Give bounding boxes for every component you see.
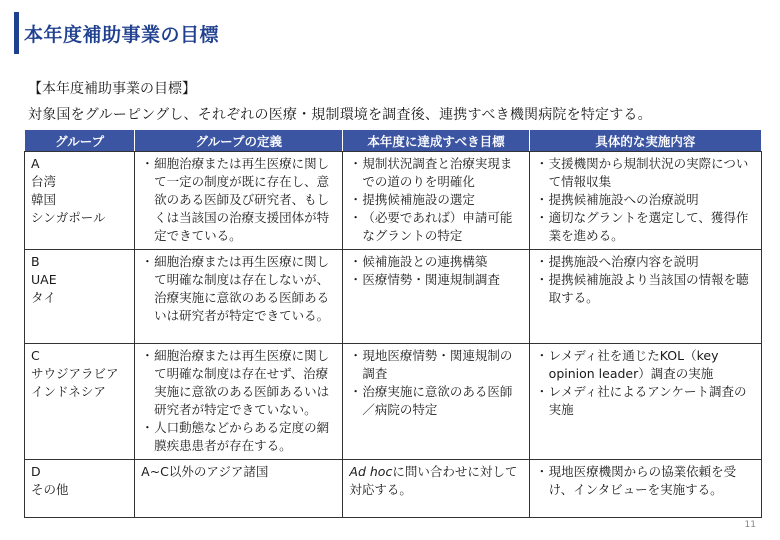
table-header-row [25,130,762,152]
group-cell [25,152,135,250]
action-item: ・ 適切なグラントを選定して、獲得作業を進める。 [536,209,755,245]
definition-text: A~C以外のアジア諸国 [141,464,269,479]
group-letter: D [31,464,41,479]
goal-cell [343,152,529,250]
definition-cell [135,152,343,250]
goal-item: ・ 提携候補施設の選定 [349,191,522,209]
definition-cell [135,344,343,460]
group-country: タイ [31,290,56,305]
actions-cell [529,344,761,460]
header-group: グループ [25,130,135,152]
group-country: インドネシア [31,384,106,399]
actions-cell [529,460,761,518]
group-cell [25,344,135,460]
actions-cell [529,250,761,344]
table-row [25,344,762,460]
goal-item: ・ 現地医療情勢・関連規制の調査 [349,347,522,383]
goals-table [24,129,762,518]
section-description: 対象国をグルーピングし、それぞれの医療・規制環境を調査後、連携すべき機関病院を特定する。 [28,107,652,123]
definition-cell [135,460,343,518]
group-country: 韓国 [31,192,57,207]
group-country: シンガポール [31,210,106,225]
goal-cell [343,250,529,344]
goal-item: ・ 規制状況調査と治療実現までの道のりを明確化 [349,155,522,191]
title-accent-bar [14,12,19,54]
table-row [25,460,762,518]
action-item: ・ 提携候補施設への治療説明 [536,191,755,209]
goal-cell [343,460,529,518]
goal-cell [343,344,529,460]
action-item: ・ 支援機関から規制状況の実際について情報収集 [536,155,755,191]
definition-item: ・ 細胞治療または再生医療に関して明確な制度は存在せず、治療実施に意欲のある医師あるいは研究者が特定できていない。 [141,347,336,419]
header-goal: 本年度に達成すべき目標 [343,130,529,152]
section-subtitle: 【本年度補助事業の目標】 [28,81,196,97]
goal-italic-term: Ad hoc [349,464,393,479]
definition-cell [135,250,343,344]
header-definition: グループの定義 [135,130,343,152]
definition-item: ・ 細胞治療または再生医療に関して一定の制度が既に存在し、意欲のある医師及び研究者、もしくは当該国の治療支援団体が特定できている。 [141,155,336,245]
group-letter: C [31,348,40,363]
action-item: ・ レメディ社によるアンケート調査の実施 [536,383,755,419]
goal-item: ・ （必要であれば）申請可能なグラントの特定 [349,209,522,245]
goal-item: ・ 治療実施に意欲のある医師／病院の特定 [349,383,522,419]
group-country: サウジアラビア [31,366,119,381]
group-letter: A [31,156,40,171]
definition-item: ・ 細胞治療または再生医療に関して明確な制度は存在しないが、治療実施に意欲のある医師あるいは研究者が特定できている。 [141,253,336,325]
group-country: その他 [31,482,69,497]
actions-cell [529,152,761,250]
group-country: UAE [31,272,57,287]
group-cell [25,250,135,344]
action-item: ・ 現地医療機関からの協業依頼を受け、インタビューを実施する。 [536,463,755,499]
page-number: 11 [744,520,756,530]
table-row [25,250,762,344]
group-country: 台湾 [31,174,57,189]
table-row [25,152,762,250]
header-actions: 具体的な実施内容 [529,130,761,152]
group-letter: B [31,254,40,269]
goal-item: ・ 医療情勢・関連規制調査 [349,271,522,289]
goal-item: ・ 候補施設との連携構築 [349,253,522,271]
action-item: ・ レメディ社を通じたKOL（key opinion leader）調査の実施 [536,347,755,383]
definition-item: ・ 人口動態などからある定度の網膜疾患患者が存在する。 [141,419,336,455]
action-item: ・ 提携施設へ治療内容を説明 [536,253,755,271]
page-title: 本年度補助事業の目標 [24,24,220,46]
group-cell [25,460,135,518]
action-item: ・ 提携候補施設より当該国の情報を聴取する。 [536,271,755,307]
goal-text: に問い合わせに対して対応する。 [349,464,518,497]
